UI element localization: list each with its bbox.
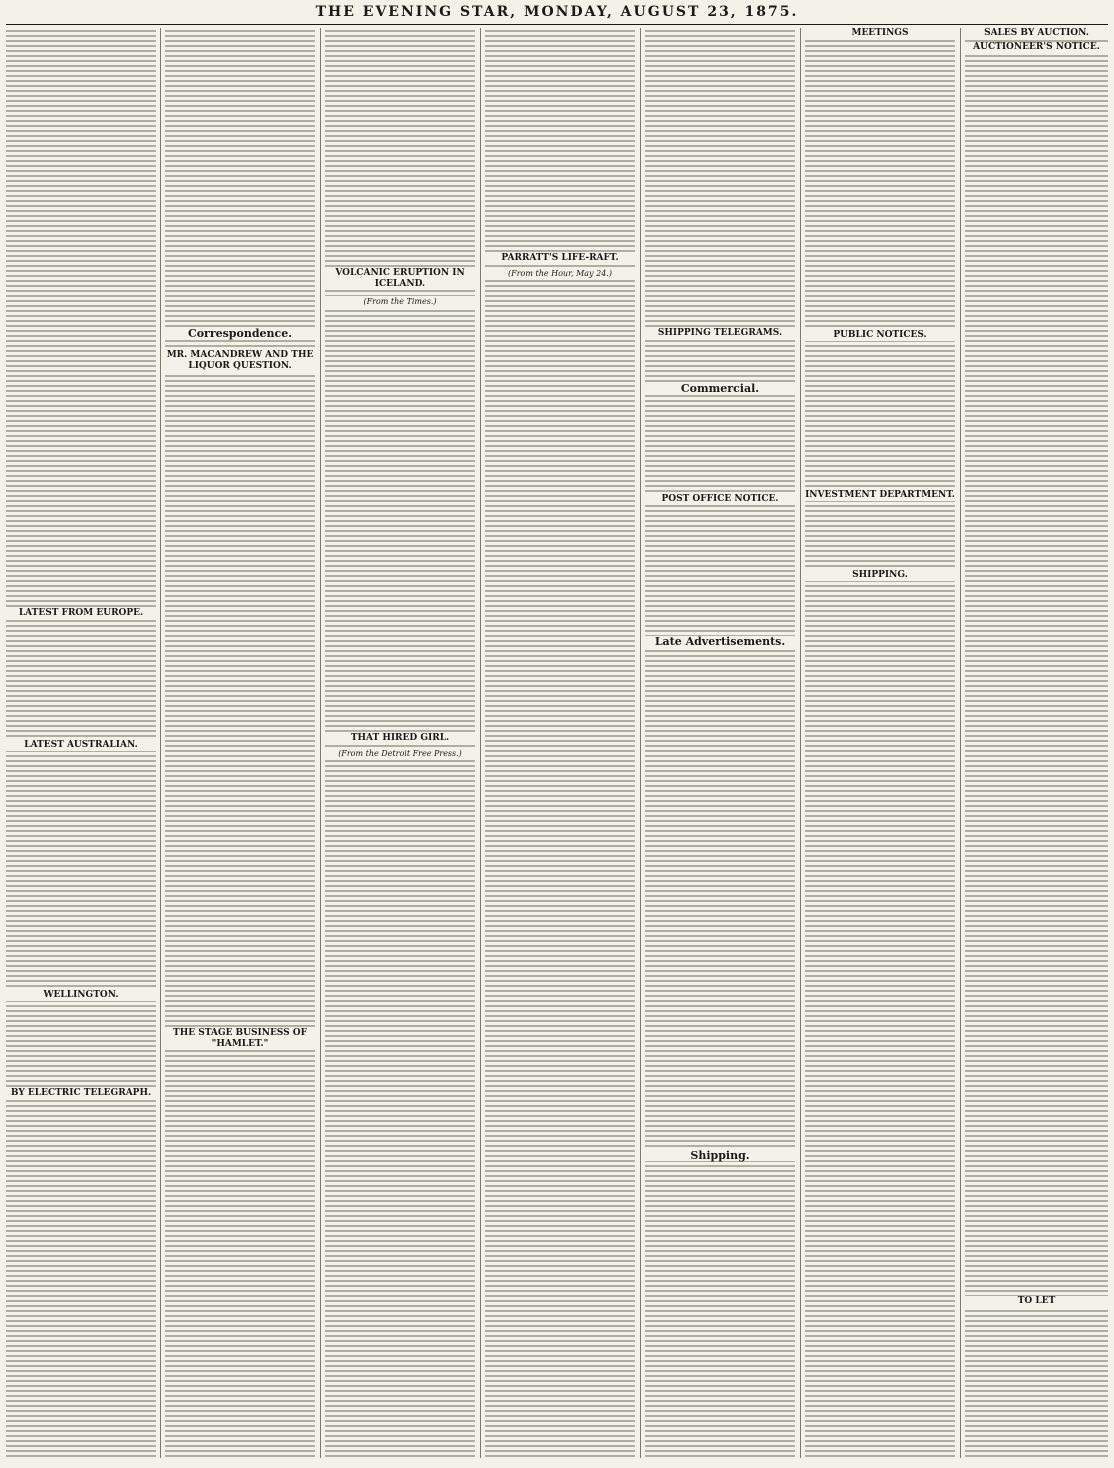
heading-shipping: Shipping.: [645, 1150, 795, 1161]
heading-latest-australian: LATEST AUSTRALIAN.: [6, 740, 156, 751]
subheading-detroit: (From the Detroit Free Press.): [325, 748, 475, 759]
heading-meetings: MEETINGS: [805, 28, 955, 39]
masthead: THE EVENING STAR, MONDAY, AUGUST 23, 1875.: [315, 4, 799, 20]
column-divider: [960, 28, 961, 1458]
column-1: [6, 28, 156, 1458]
column-4: [485, 28, 635, 1458]
heading-investment-department: INVESTMENT DEPARTMENT.: [805, 490, 955, 500]
heading-shipping-telegrams: SHIPPING TELEGRAMS.: [645, 328, 795, 339]
masthead-rule: [6, 24, 1108, 25]
heading-commercial: Commercial.: [645, 383, 795, 394]
column-7: [965, 28, 1108, 1458]
column-divider: [320, 28, 321, 1458]
heading-volcanic-eruption: VOLCANIC ERUPTION IN ICELAND.: [325, 268, 475, 290]
text-block: [805, 28, 955, 1458]
text-block: [485, 28, 635, 1458]
text-block: [165, 28, 315, 1458]
column-divider: [480, 28, 481, 1458]
heading-correspondence: Correspondence.: [165, 328, 315, 339]
heading-parratt-life-raft: PARRATT'S LIFE-RAFT.: [485, 253, 635, 264]
heading-shipping-notices: SHIPPING.: [805, 570, 955, 581]
heading-post-office: POST OFFICE NOTICE.: [645, 494, 795, 505]
heading-public-notices: PUBLIC NOTICES.: [805, 330, 955, 341]
heading-hired-girl: THAT HIRED GIRL.: [325, 733, 475, 744]
heading-auctioneers-notice: AUCTIONEER'S NOTICE.: [965, 42, 1108, 53]
column-divider: [160, 28, 161, 1458]
column-3: [325, 28, 475, 1458]
column-divider: [800, 28, 801, 1458]
column-divider: [640, 28, 641, 1458]
subheading-hour: (From the Hour, May 24.): [485, 268, 635, 279]
heading-macandrew: MR. MACANDREW AND THE LIQUOR QUESTION.: [166, 350, 314, 371]
heading-electric-telegraph: BY ELECTRIC TELEGRAPH.: [6, 1088, 156, 1099]
column-5: [645, 28, 795, 1458]
heading-hamlet: THE STAGE BUSINESS OF "HAMLET.": [165, 1028, 315, 1050]
column-6: [805, 28, 955, 1458]
text-block: [965, 28, 1108, 1458]
heading-wellington: WELLINGTON.: [6, 990, 156, 1001]
text-block: [645, 28, 795, 1458]
heading-sales-by-auction: SALES BY AUCTION.: [965, 28, 1108, 39]
heading-to-let: TO LET: [965, 1296, 1108, 1307]
heading-latest-europe: LATEST FROM EUROPE.: [6, 608, 156, 619]
subheading-times: (From the Times.): [325, 296, 475, 307]
column-2: [165, 28, 315, 1458]
heading-late-advertisements: Late Advertisements.: [645, 636, 795, 647]
